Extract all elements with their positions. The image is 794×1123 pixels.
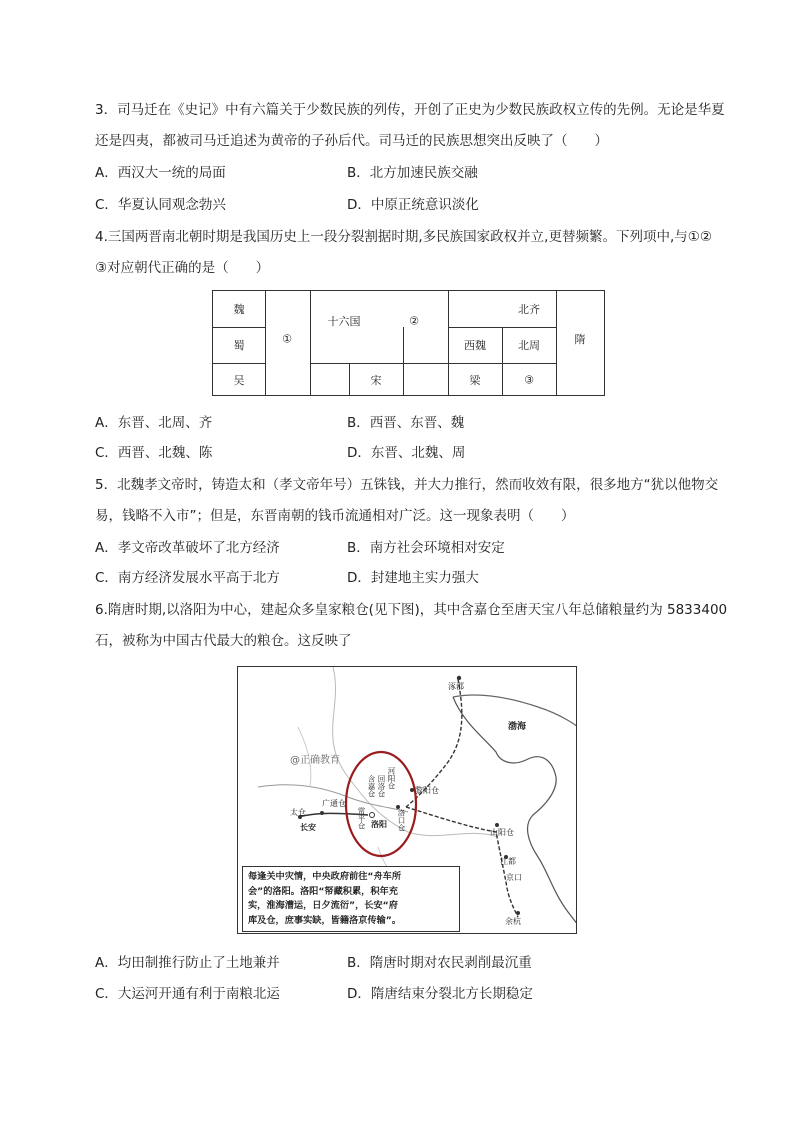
label-bohai: 渤海 xyxy=(508,722,527,732)
label-yuhang: 余杭 xyxy=(505,917,521,926)
q4-option-a[interactable]: A．东晋、北周、齐 xyxy=(95,415,213,431)
caption-line: 每逢关中灾情，中央政府前往“舟车所 xyxy=(248,871,402,882)
label-hanjiacang: 含嘉仓 xyxy=(367,775,376,798)
q4-option-d[interactable]: D．东晋、北魏、周 xyxy=(347,445,466,461)
q5-stem-line2: 易，钱略不入市”；但是，东晋南朝的钱币流通相对广泛。这一现象表明（ ） xyxy=(95,508,575,524)
q3-option-a[interactable]: A．西汉大一统的局面 xyxy=(95,165,226,181)
cell-beiqi: 北齐 xyxy=(518,303,540,316)
q4-option-b[interactable]: B．西晋、东晋、魏 xyxy=(347,415,465,431)
q5-option-a[interactable]: A．孝文帝改革破坏了北方经济 xyxy=(95,540,280,556)
label-luoyang: 洛阳 xyxy=(371,820,387,829)
cell-blank-1: ① xyxy=(282,332,292,346)
table-divider xyxy=(213,327,265,328)
caption-line: 会”的洛阳。洛阳“帑藏积累，积年充 xyxy=(248,885,398,897)
caption-line: 库及仓，庶事实缺，皆籍洛京传输”。 xyxy=(248,914,402,926)
q6-option-c[interactable]: C．大运河开通有利于南粮北运 xyxy=(95,986,280,1002)
q3-option-b[interactable]: B．北方加速民族交融 xyxy=(347,165,478,181)
label-jiangdu: 江都 xyxy=(500,857,516,866)
q3-option-d[interactable]: D．中原正统意识淡化 xyxy=(347,197,479,213)
cell-beizhou: 北周 xyxy=(518,339,540,352)
cell-sui: 隋 xyxy=(574,333,586,346)
label-changan: 长安 xyxy=(300,823,316,832)
table-divider xyxy=(448,327,556,328)
table-divider xyxy=(310,291,311,395)
cell-blank-2: ② xyxy=(409,314,419,328)
label-jingkou: 京口 xyxy=(506,873,522,882)
table-divider xyxy=(556,291,557,395)
q5-stem-line1: 5．北魏孝文帝时，铸造太和（孝文帝年号）五铢钱，并大力推行，然而收效有限，很多地方“犹以他物交 xyxy=(95,477,719,493)
q4-stem-line2: ③对应朝代正确的是（ ） xyxy=(95,260,270,276)
map-caption-box xyxy=(242,866,460,932)
table-divider xyxy=(349,363,350,395)
q6-option-a[interactable]: A．均田制推行防止了土地兼并 xyxy=(95,955,280,971)
cell-song: 宋 xyxy=(370,374,382,387)
q5-option-b[interactable]: B．南方社会环境相对安定 xyxy=(347,540,505,556)
caption-line: 实，淮海漕运，日夕流衍”，长安“府 xyxy=(248,900,398,911)
label-guangtongcang: 广通仓 xyxy=(322,799,346,808)
table-divider xyxy=(448,291,449,395)
cell-blank-3: ③ xyxy=(524,373,534,387)
table-divider xyxy=(403,327,404,395)
table-divider xyxy=(213,363,265,364)
q6-stem-line1: 6.隋唐时期,以洛阳为中心，建起众多皇家粮仓(见下图)，其中含嘉仓至唐天宝八年总储粮量约为 5833400 xyxy=(95,602,728,618)
q6-option-d[interactable]: D．隋唐结束分裂北方长期稳定 xyxy=(347,986,533,1002)
q5-option-c[interactable]: C．南方经济发展水平高于北方 xyxy=(95,570,280,586)
q4-option-c[interactable]: C．西晋、北魏、陈 xyxy=(95,445,213,461)
label-luokoucang: 洛口仓 xyxy=(397,809,406,832)
label-taicang: 太仓 xyxy=(290,808,306,817)
label-zhuojun: 涿郡 xyxy=(448,682,464,691)
label-huiluocang: 回洛仓 xyxy=(377,775,386,798)
cell-wei: 魏 xyxy=(233,303,245,316)
watermark-text: @正确教育 xyxy=(290,755,340,766)
q6-option-b[interactable]: B．隋唐时期对农民剥削最沉重 xyxy=(347,955,532,971)
cell-liang: 梁 xyxy=(469,374,481,387)
table-divider xyxy=(502,327,503,395)
label-changpingcang: 常平仓 xyxy=(357,807,366,830)
q4-stem-line1: 4.三国两晋南北朝时期是我国历史上一段分裂割据时期,多民族国家政权并立,更替频繁。下列项中,与①② xyxy=(95,229,712,245)
granary-map xyxy=(237,666,577,934)
label-shanyangcang: 山阳仓 xyxy=(490,828,514,837)
table-divider xyxy=(310,363,448,364)
label-heyangcang: 河阳仓 xyxy=(387,767,396,790)
table-divider xyxy=(448,363,556,364)
table-divider xyxy=(265,291,266,395)
cell-shiliuguo: 十六国 xyxy=(327,315,361,328)
dynasty-table xyxy=(212,290,605,396)
q3-stem-line1: 3．司马迁在《史记》中有六篇关于少数民族的列传，开创了正史为少数民族政权立传的先例。无论是华夏 xyxy=(95,102,725,118)
q5-option-d[interactable]: D．封建地主实力强大 xyxy=(347,570,479,586)
label-liyangcang: 黎阳仓 xyxy=(415,786,439,795)
cell-wu: 吴 xyxy=(233,374,245,387)
q3-option-c[interactable]: C．华夏认同观念勃兴 xyxy=(95,197,226,213)
q3-stem-line2: 还是四夷，都被司马迁追述为黄帝的子孙后代。司马迁的民族思想突出反映了（ ） xyxy=(95,133,608,149)
cell-shu: 蜀 xyxy=(233,339,245,352)
cell-xiwei: 西魏 xyxy=(464,339,486,352)
q6-stem-line2: 石，被称为中国古代最大的粮仓。这反映了 xyxy=(95,633,352,649)
